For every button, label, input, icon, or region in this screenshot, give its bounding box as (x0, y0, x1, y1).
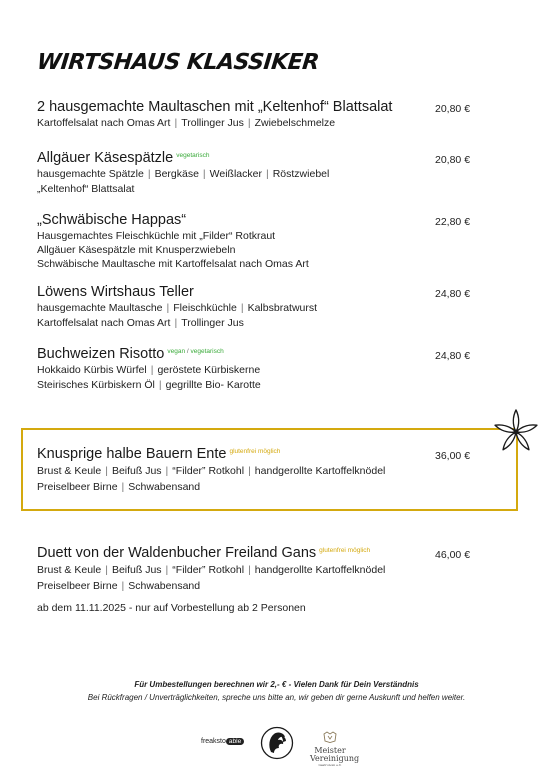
diet-tag: glutenfrei möglich (229, 448, 281, 455)
dish-name: Duett von der Waldenbucher Freiland Gans $^{glutenfrei möglich}$ (37, 545, 371, 561)
dish-name: 2 hausgemachte Maultaschen mit „Keltenhof“ Blattsalat (37, 99, 393, 115)
preorder-note: ab dem 11.11.2025 - nur auf Vorbestellung ab 2 Personen (37, 602, 306, 614)
dish-description: Allgäuer Käsespätzle mit Knusperzwiebeln (37, 244, 236, 256)
dish-description: hausgemachte Maultasche | Fleischküchle | Kalbsbratwurst (37, 302, 318, 314)
menu-item (37, 544, 477, 594)
dish-name: Knusprige halbe Bauern Ente $^{glutenfrei möglich}$ (37, 446, 281, 462)
meister-vereinigung-logo: Meister Vereinigung Gastronom e.V. (310, 728, 350, 767)
dish-description: Brust & Keule | Beifuß Jus | “Filder” Rotkohl | handgerollte Kartoffelknödel (37, 564, 386, 576)
crest-icon (323, 731, 337, 743)
freakstable-logo: freaksto able (201, 738, 244, 745)
menu-item (37, 283, 477, 331)
dish-price: 46,00 € (435, 549, 471, 561)
dish-description: Schwäbische Maultasche mit Kartoffelsalat nach Omas Art (37, 258, 309, 270)
dish-name: „Schwäbische Happas“ (37, 212, 187, 228)
menu-item (37, 445, 477, 495)
dish-name: Buchweizen Risotto $^{vegan / vegetarisch}$ (37, 346, 224, 362)
dish-description: Hokkaido Kürbis Würfel | geröstete Kürbiskerne (37, 364, 261, 376)
menu-item (37, 211, 477, 271)
dish-price: 20,80 € (435, 103, 471, 115)
menu-item (37, 345, 477, 393)
dish-price: 22,80 € (435, 216, 471, 228)
dish-price: 24,80 € (435, 350, 471, 362)
page-title: WIRTSHAUS KLASSIKER (35, 50, 321, 75)
lion-head-icon (260, 726, 294, 760)
diet-tag: vegetarisch (176, 152, 210, 159)
dish-description: Preiselbeer Birne | Schwabensand (37, 481, 201, 493)
diet-tag: vegan / vegetarisch (167, 348, 224, 355)
dish-description: Steirisches Kürbiskern Öl | gegrillte Bio- Karotte (37, 379, 261, 391)
dish-name: Löwens Wirtshaus Teller (37, 284, 194, 300)
dish-price: 20,80 € (435, 154, 471, 166)
footer-info: Bei Rückfragen / Unverträglichkeiten, spreche uns bitte an, wir geben dir gerne Auskunft und helfen weiter. (87, 693, 466, 702)
dish-description: hausgemachte Spätzle | Bergkäse | Weißlacker | Röstzwiebel (37, 168, 330, 180)
dish-price: 24,80 € (435, 288, 471, 300)
dish-description: „Keltenhof“ Blattsalat (37, 183, 135, 195)
dish-description: Kartoffelsalat nach Omas Art | Trollinger Jus (37, 317, 244, 329)
dish-description: Preiselbeer Birne | Schwabensand (37, 580, 201, 592)
flower-icon (492, 408, 540, 456)
footer-note: Für Umbestellungen berechnen wir 2,- € - Vielen Dank für Dein Verständnis (134, 680, 419, 689)
dish-description: Kartoffelsalat nach Omas Art | Trollinger Jus | Zwiebelschmelze (37, 117, 336, 129)
dish-price: 36,00 € (435, 450, 471, 462)
dish-name: Allgäuer Käsespätzle $^{vegetarisch}$ (37, 150, 210, 166)
menu-item (37, 98, 477, 131)
diet-tag: glutenfrei möglich (319, 547, 371, 554)
menu-item (37, 149, 477, 197)
dish-description: Brust & Keule | Beifuß Jus | “Filder” Rotkohl | handgerollte Kartoffelknödel (37, 465, 386, 477)
dish-description: Hausgemachtes Fleischküchle mit „Filder“ Rotkraut (37, 230, 276, 242)
